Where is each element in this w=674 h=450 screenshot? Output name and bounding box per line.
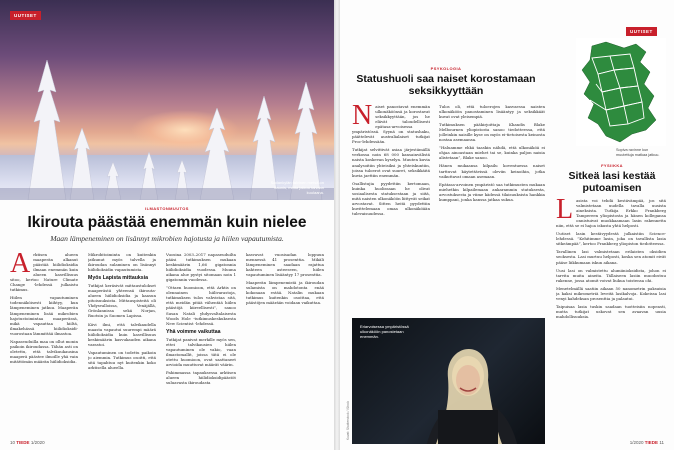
paragraph: Vuosina 2003–2017 napaseuduilta pääsi tutkimuksen mukaan keskimäärin 1,66 gigatonnia hiilidioksidia vuodessa. Muuna aikana alue pystyi sitomaan noin 1 gigatonnin vuodessa. — [166, 252, 236, 283]
paragraph: Tutkijat selvittivät asiaa järjestämällä verkossa noin 68 000 kansainvälistä naista koskevan kyselyn. Muuten kuvia analysoitiin yhteisiksi ja yhteiskuntiin, joissa tuloerot ovat suuret, seksikkäitä kuvia jaettiin enemmän. — [352, 147, 430, 178]
article-column-4 — [246, 252, 324, 438]
paragraph: Tulos oli, että tuloerojen kasvaessa naisten ulkonäköön panostaminen lisääntyy ja seksikkäät kuvat ovat yleisempiä. — [439, 104, 545, 120]
map-caption: Sopiva ravinne kun muutettuja matkaa jatkuu. — [616, 148, 660, 157]
paragraph: Tavallinen lasi valmistetaan erilaisten oksidien seoksesta. Lasi murtuu helposti, koska sen atomit eivät pääse liikkumaan iskun aikana. — [556, 249, 666, 265]
kicker: ILMASTONMUUTOS — [145, 206, 189, 211]
paragraph: Epätasa-arvoinen ympäristö saa tutkimusten mukaan miehetkin kilpailemaan ankarammin statuksesta, arvostuksesta ja viime kädessä tilaisuuksista hankkia kumppani, jonka kanssa jatkaa sukua. — [439, 181, 545, 202]
photo-credit: Kuvat: Shutterstock / iStock — [346, 401, 350, 440]
headline: Statushuoli saa naiset korostamaan seksikkyyttään — [356, 73, 536, 97]
paragraph: Maaperän lämpenemistä ja ikiroudan sulamista on mahdotonta enää kokonaan estää. Natalin mukaan tutkimus kuitenkin osoittaa, että päästöjen määrään voidaan vaikuttaa. — [246, 280, 324, 306]
paragraph: aiset panostavat enemmän ulkonäköönsä ja korostavat seksikkyyttään, jos he elävät taloudellisesti epätasa-arvoisessa ympäristössä. Syynä on statushaku, päättelevät australialaiset tutkijat Proc-lehdessään. — [352, 104, 430, 145]
paragraph: Taipuisaa lasia tuskin saadaan tuotteisiin nopeasti, mutta tutkijat uskovat sen avaavan uusia mahdollisuuksia. — [556, 303, 666, 319]
kicker: FYSIIKKA — [601, 163, 623, 168]
article-column-1 — [352, 104, 430, 316]
magazine-name: TIEDE — [644, 440, 659, 445]
paragraph: Uutiset lasin kestävyydestä julkaistiin Science-lehdessä. ”Kehitimme lasin, joka on tavallista lasia sitkeämpää”, kertoo Frankberg yliopiston tiedotteessa. — [556, 231, 666, 247]
paragraph: Mikrobitoiminta on kuitenkin jatkunut myös talvella ja ikiroudan sulaminen on lisännyt hiilidioksidin vapautumista. — [88, 252, 156, 273]
right-page — [340, 0, 674, 450]
article-column-3 — [556, 198, 666, 412]
hero-photo-winter-forest — [0, 0, 334, 200]
paragraph: Tutkijat panivat merkille myös sen, ettei talvikausien hiilen vapautuminen ole vakio, vaan ilmastomallit, joissa tätä ei ole otettu huomioon, ovat saattaneet arvioida muuttuvat määrät väärin. — [166, 336, 236, 367]
folio — [630, 440, 664, 445]
snowy-trees-illustration — [0, 0, 334, 200]
photo-caption: Eriarvoisessa ympäristössä ulkonäköön panostetaan enemmän. — [360, 324, 409, 339]
article-column-1 — [10, 252, 78, 438]
headline: Ikirouta päästää enemmän kuin nielee — [27, 214, 307, 231]
paragraph: ”Haluamme ehkä taaskin nähdä, että ulkonäköä ei ohjaa ainoastaan miehet tai se, kuinka paljon naisia alistetaan”, Blake sanoo. — [439, 145, 545, 161]
issue: 1/2020 — [30, 440, 45, 445]
paragraph: Hiilen vapautuminen todennäköisesti kiihtyy, kun lämpeneminen jatkuu. Maaperän lämpeneminen lisää mikrobien hajotustoimintaa maaperässä, mikä vapauttaa hiiltä, ilmakehässä hiilidioksidi-vuorostaan lämmittää ilmastoa. — [10, 295, 78, 336]
kicker: PSYKOLOGIA — [430, 66, 462, 71]
paragraph: Vapautuminen on todettu paikoin jo aiemmin. Tutkimus osoitti, että sitä tapahtuu nyt kuitenkin koko arktisella alueella. — [88, 349, 156, 370]
article-column-2 — [439, 104, 545, 316]
paragraph: Tutkijat keräsivät mittaustulokset maaperästä yhteensä ikirouta-alueen hiilidioksidia ja kaasun pitoisuuksista. Mittauspisteitä oli Yhdysvalloissa, Venäjällä, Grönlannissa sekä Norjan, Ruotsin ja Suomen Lapissa. — [88, 283, 156, 319]
paragraph: rktisen alueen maaperän alkanut päästää hiilidioksidia ilmaan enemmän kuin alueen kasvillisuus sitoo, kertoo Nature Climate Change -lehdessä julkaistu tutkimus. — [10, 252, 78, 293]
map-illustration — [576, 38, 666, 146]
paragraph: Napaseuduilla maa on ollut monin paikoin ikiroudassa. Tähän asti on oletettu, että talvikuukausina maaperä päästee ilmoille yhä vain mitättömän määrän hiilidioksidia. — [10, 338, 78, 364]
deck: Maan lämpeneminen on lisännyt mikrobien hajotusta ja hiilen vapautumista. — [50, 234, 284, 243]
headline: Sitkeä lasi kestää putoamisen — [568, 170, 656, 194]
paragraph: Kävi ilmi, että talvikaudella maasta vapautui suurempi määrä hiilidioksidia kuin kasvillisuus keskimäärin kasvukauden aikana varastoi. — [88, 321, 156, 347]
photo-caption: Sodankylän talvinen metsä on kaunis, mutta jatkuu taivaan kuulaana. — [270, 180, 324, 195]
left-page — [0, 0, 334, 450]
dropcap: N — [352, 104, 373, 131]
magazine-name: TIEDE — [16, 440, 30, 445]
paragraph: Hänen mukaansa kilpailu koventuessa naiset tarttuvat käytettävissä oleviin keinoihin, jotka vaikuttavat omaan asemaan. — [439, 163, 545, 179]
paragraph: Menetelmällä saatiin aikaan 50 nanometrin paksuisia ja kaksi mikrometriä leveitä lasikalvoja. Kokeissa lasi venyi kahdeksan prosenttia ja palautui. — [556, 285, 666, 301]
section-tab: UUTISET — [10, 11, 41, 20]
subheading: Yhä voimme vaikuttaa — [166, 328, 221, 335]
article-column-3 — [166, 252, 236, 438]
dropcap: A — [10, 252, 31, 279]
subheading: Myös Lapista mittauksia — [88, 275, 148, 282]
paragraph: Pahimmassa tapauksessa arktisen alueen hiilidioksidipäästöt suluavasta ikiroudasta — [166, 369, 236, 386]
paragraph: ”Ottaen huomioon, että Arktis on olennainen hiilivarastoja, tutkimuksen tulos vahvistaa sitä, että meidän pitää vähentää hiilen päästöjä kiireellisesti”, sanoo Susan Natali yhdysvaltalaisesta Woods Hole -tutkimuskeskuksesta New Scientist -lehdessä. — [166, 285, 236, 326]
article-column-2 — [88, 252, 156, 438]
paragraph: Uusi lasi on valmistettu alumiinioksidista, johon ei tarvita muita aineita. Tällaiseen lasiin muodostuu rakenne, jossa atomit voivat liukua toistensa ohi. — [556, 267, 666, 283]
folio — [10, 440, 45, 445]
paragraph: Osallistujia pyydettiin kertomaan, kuinka huolissaan he olivat sosiaalisesta statuksestaan ja siitä, mitä naisten ulkonäköön liittyvät seikat arvostavat. Sitten heitä pyydettiin kuvittelemaan omaa ulkonäköään tulevaisuudessa. — [352, 180, 430, 216]
section-tab: UUTISET — [626, 27, 657, 36]
paragraph: Tutkimuksen pääkirjoittaja Khandis Blake Melbournen yliopistosta sanoo tiedotteessa, että jolleinkin naisille kyse on myös ei-tietoisesta keinosta nostaa asemaansa. — [439, 122, 545, 143]
paragraph: asista voi tehdä kestävämpää, jos sitä valmistetaan uudella tavalla uusista aineksista. Tutkija Erkko Frankberg Tampereen yliopistosta ja hänen kollegansa onnistuivat muokkaamaan lasin rakennetta niin, että se ei hajoa iskusta yhtä helposti. — [556, 198, 666, 229]
dropcap: L — [556, 198, 574, 225]
woman-portrait-photo — [352, 318, 545, 444]
page-number: 11 — [659, 440, 664, 445]
issue: 1/2020 — [629, 440, 644, 445]
page-number: 10 — [10, 440, 16, 445]
paragraph: kasvavat vuosisadan loppuun mennessä 41 prosenttia. Mikäli lämpeneminen saadaan rajattua kahteen asteeseen, hiilen vapautuminen lisääntyy 17 prosenttia. — [246, 252, 324, 278]
